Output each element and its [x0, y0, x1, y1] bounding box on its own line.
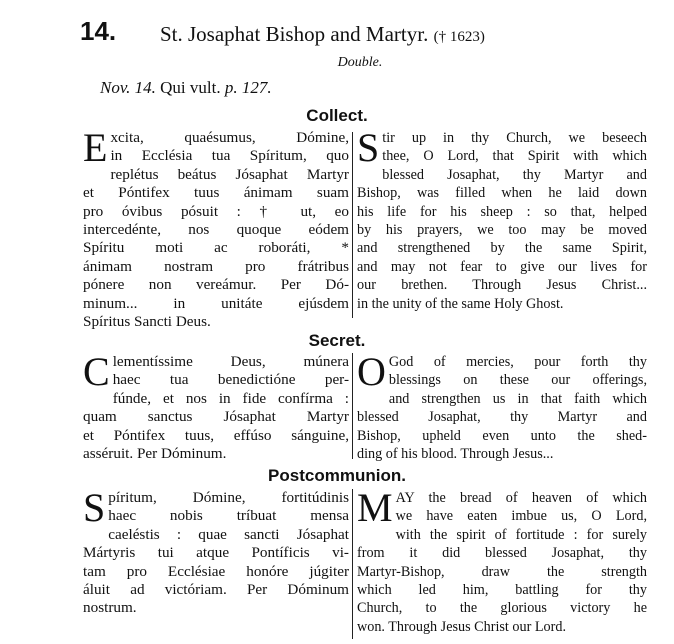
text-line: xcita, quaésumus, Dómine,: [110, 129, 349, 146]
text-line: Bishop, upheld even unto the shed-: [357, 427, 647, 444]
reference-page: p. 127.: [224, 78, 272, 97]
text-line: which led him, battling for thy: [357, 582, 647, 599]
text-line: nostrum.: [83, 599, 137, 617]
text-line: and strengthen us in that faith which: [388, 390, 647, 407]
text-line: by his prayers, we too may be moved: [357, 222, 647, 239]
text-line: et Póntifex tuus, effúso sánguine,: [83, 426, 349, 444]
collect-english: [357, 125, 647, 313]
text-line: Martyr-Bishop, draw the strength: [357, 563, 647, 580]
text-line: Spíritu moti ac roboráti, *: [83, 239, 349, 257]
text-line: his life for his sheep : so that, helped: [357, 203, 647, 220]
feast-header: [78, 16, 668, 50]
feast-title: St. Josaphat Bishop and Martyr.: [160, 22, 429, 46]
text-line: blessed Josaphat, thy Martyr and: [357, 409, 647, 426]
text-line: ding of his blood. Through Jesus...: [357, 446, 554, 463]
drop-capital: C: [83, 349, 110, 394]
text-line: ánimam nostram pro frátribus: [83, 257, 349, 275]
text-line: replétus beátus Jósaphat Martyr: [110, 165, 349, 183]
drop-capital: M: [357, 485, 393, 530]
text-line: with the spirit of fortitude : for surely: [395, 526, 647, 543]
text-line: won. Through Jesus Christ our Lord.: [357, 618, 566, 635]
text-line: we have eaten imbue us, O Lord,: [395, 508, 647, 525]
column-divider: [352, 132, 353, 318]
secret-english: [357, 349, 647, 463]
text-line: haec nobis tríbuat mensa: [108, 507, 349, 525]
text-line: and strengthened by the same Spirit,: [357, 240, 647, 257]
text-line: Bishop, was filled when he laid down: [357, 185, 647, 202]
text-line: píritum, Dómine, fortitúdinis: [108, 489, 349, 506]
text-line: blessed Josaphat, thy Martyr and: [382, 166, 647, 183]
collect-heading: Collect.: [306, 106, 368, 125]
text-line: et Póntifex tuus ánimam suam: [83, 184, 349, 202]
feast-death-date: († 1623): [433, 29, 485, 45]
column-divider: [352, 489, 353, 639]
text-line: Church, to the glorious victory he: [357, 600, 647, 617]
drop-capital: E: [83, 125, 108, 170]
secret-latin: [83, 349, 349, 463]
text-line: our brethen. Through Jesus Christ...: [357, 277, 647, 294]
text-line: in the unity of the same Holy Ghost.: [357, 295, 564, 312]
feast-number: 14.: [80, 16, 117, 46]
mass-reference: [100, 78, 272, 98]
text-line: Spíritus Sancti Deus.: [83, 313, 211, 331]
text-line: pro óvibus pósuit : † ut, eo: [83, 202, 349, 220]
text-line: intercedénte, nos quoque eódem: [83, 221, 349, 239]
text-line: caeléstis : quae sancti Jósaphat: [108, 525, 349, 543]
postcommunion-english: [357, 485, 647, 636]
text-line: tir up in thy Church, we beseech: [382, 130, 647, 146]
text-line: tam pro Ecclésiae honóre júgiter: [83, 562, 349, 580]
text-line: fúnde, et nos in fide confírma :: [112, 389, 349, 407]
feast-rank: Double.: [337, 55, 383, 70]
reference-date: Nov. 14.: [100, 78, 156, 97]
text-line: AY the bread of heaven of which: [395, 490, 647, 506]
drop-capital: O: [357, 349, 386, 394]
postcommunion-heading: Postcommunion.: [268, 466, 406, 485]
collect-latin: [83, 125, 349, 331]
text-line: blessings on these our offerings,: [388, 372, 647, 389]
text-line: haec tua benedictióne per-: [112, 371, 349, 389]
drop-capital: S: [83, 485, 106, 530]
reference-text: Qui vult.: [160, 78, 221, 97]
text-line: God of mercies, pour forth thy: [388, 354, 647, 370]
text-line: minum... in unitáte ejúsdem: [83, 294, 349, 312]
text-line: quam sanctus Jósaphat Martyr: [83, 408, 349, 426]
text-line: asséruit. Per Dóminum.: [83, 445, 227, 463]
column-divider: [352, 353, 353, 459]
text-line: áluit ad victóriam. Per Dóminum: [83, 581, 349, 599]
text-line: lementíssime Deus, múnera: [112, 353, 349, 370]
secret-heading: Secret.: [308, 331, 366, 350]
text-line: Mártyris tui atque Pontíficis vi-: [83, 544, 349, 562]
postcommunion-latin: [83, 485, 349, 618]
feast-title-line: [160, 22, 485, 47]
drop-capital: S: [357, 125, 380, 170]
text-line: in Ecclésia tua Spíritum, quo: [110, 147, 349, 165]
text-line: pónere non vereámur. Per Dó-: [83, 276, 349, 294]
text-line: from it did blessed Josaphat, thy: [357, 545, 647, 562]
text-line: thee, O Lord, that Spirit with which: [382, 148, 647, 165]
text-line: and may not fear to give our lives for: [357, 258, 647, 275]
